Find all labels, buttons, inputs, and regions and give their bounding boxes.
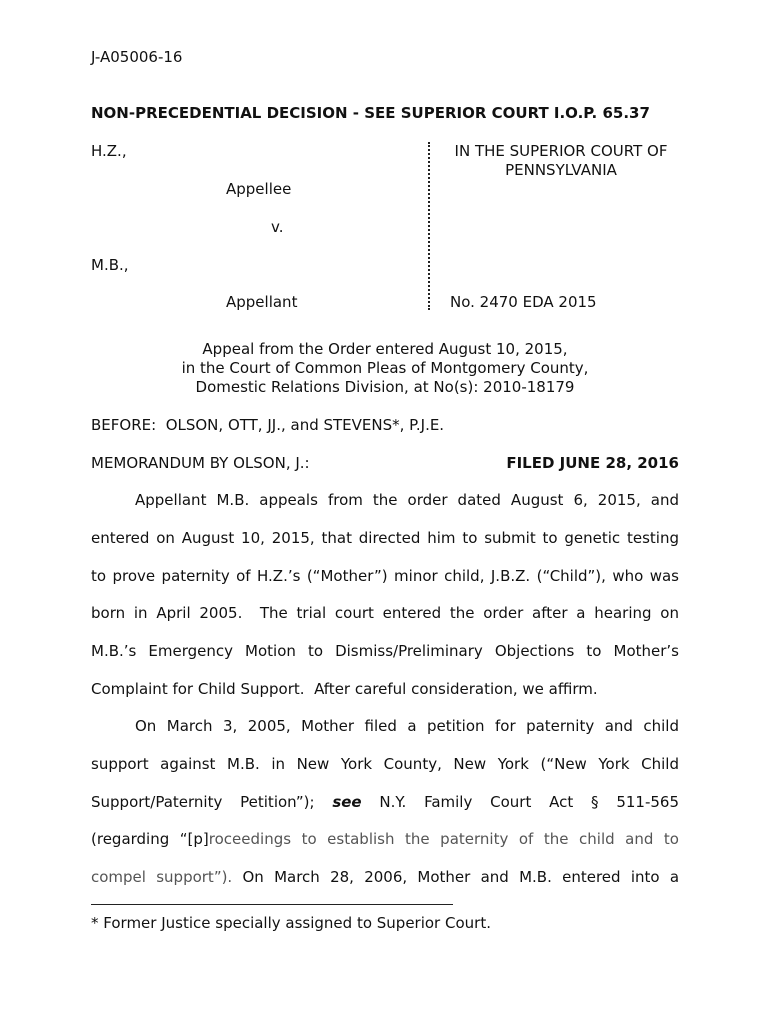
party-appellant-name: M.B., bbox=[91, 256, 129, 274]
body-line: born in April 2005. The trial court entered the order after a hearing on bbox=[91, 604, 679, 622]
citation-signal-see: see bbox=[332, 793, 362, 811]
non-precedential-headline: NON-PRECEDENTIAL DECISION - SEE SUPERIOR COURT I.O.P. 65.37 bbox=[91, 104, 650, 122]
appeal-docket-number: No. 2470 EDA 2015 bbox=[450, 293, 597, 311]
body-line: M.B.’s Emergency Motion to Dismiss/Preliminary Objections to Mother’s bbox=[91, 642, 679, 660]
party-appellee-name: H.Z., bbox=[91, 142, 127, 160]
body-line: to prove paternity of H.Z.’s (“Mother”) minor child, J.B.Z. (“Child”), who was bbox=[91, 567, 679, 585]
body-text: Support/Paternity Petition”); bbox=[91, 793, 315, 811]
footnote-rule bbox=[91, 904, 453, 905]
body-line: Appellant M.B. appeals from the order dated August 6, 2015, and bbox=[135, 491, 679, 509]
body-text: (regarding “[p] bbox=[91, 830, 209, 848]
body-text: N.Y. Family Court Act § 511-565 bbox=[379, 793, 679, 811]
versus: v. bbox=[271, 218, 284, 236]
party-appellee-role: Appellee bbox=[226, 180, 292, 198]
panel-before: BEFORE: OLSON, OTT, JJ., and STEVENS*, P.J.E. bbox=[91, 416, 445, 434]
appeal-line1: Appeal from the Order entered August 10, 2015, bbox=[202, 340, 568, 358]
caption-divider bbox=[428, 142, 430, 310]
body-text: On March 28, 2006, Mother and M.B. entered into a bbox=[242, 868, 680, 886]
body-line bbox=[91, 830, 679, 848]
court-name-line1: IN THE SUPERIOR COURT OF bbox=[454, 142, 668, 160]
court-name bbox=[436, 142, 686, 180]
body-line: Complaint for Child Support. After careful consideration, we affirm. bbox=[91, 680, 598, 698]
filed-date: FILED JUNE 28, 2016 bbox=[506, 454, 679, 472]
body-line: support against M.B. in New York County, New York (“New York Child bbox=[91, 755, 679, 773]
docket-number: J-A05006-16 bbox=[91, 48, 183, 66]
appeal-line3: Domestic Relations Division, at No(s): 2010-18179 bbox=[195, 378, 575, 396]
body-line bbox=[91, 793, 679, 811]
party-appellant-role: Appellant bbox=[226, 293, 298, 311]
footnote: * Former Justice specially assigned to Superior Court. bbox=[91, 914, 491, 932]
court-name-line2: PENNSYLVANIA bbox=[505, 161, 617, 179]
memorandum-author: MEMORANDUM BY OLSON, J.: bbox=[91, 454, 310, 472]
body-line bbox=[91, 868, 679, 886]
case-caption-parties bbox=[91, 142, 421, 312]
quoted-statute-text: roceedings to establish the paternity of the child and to bbox=[208, 830, 679, 848]
appeal-description bbox=[91, 340, 679, 397]
body-line: On March 3, 2005, Mother filed a petition for paternity and child bbox=[135, 717, 679, 735]
quoted-statute-text: compel support”). bbox=[91, 868, 233, 886]
appeal-line2: in the Court of Common Pleas of Montgomery County, bbox=[181, 359, 589, 377]
body-line: entered on August 10, 2015, that directed him to submit to genetic testing bbox=[91, 529, 679, 547]
